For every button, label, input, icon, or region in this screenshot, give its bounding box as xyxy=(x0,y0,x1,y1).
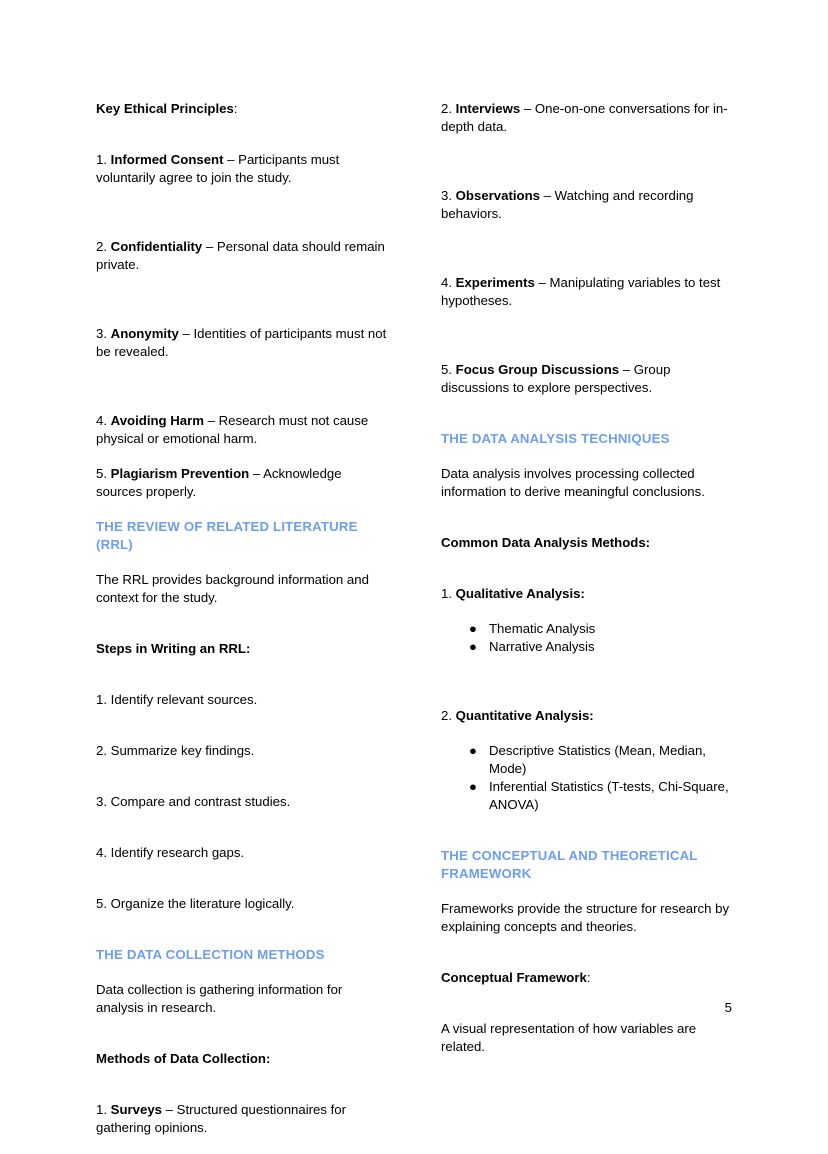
list-item xyxy=(441,742,732,778)
spacer xyxy=(96,777,387,793)
spacer xyxy=(96,828,387,844)
list-item-label: Narrative Analysis xyxy=(489,639,595,654)
spacer xyxy=(441,327,732,361)
data-collection-method-2-number: 2. xyxy=(441,101,452,116)
spacer xyxy=(96,204,387,238)
spacer xyxy=(441,569,732,585)
list-item xyxy=(441,778,732,814)
data-collection-method-1 xyxy=(96,1101,387,1137)
spacer xyxy=(96,726,387,742)
left-column xyxy=(96,100,387,1154)
principle-item-3-body: – Identities of participants must not be revealed. xyxy=(96,326,387,359)
key-ethical-principles-heading-rest: : xyxy=(233,101,238,116)
principle-item-2-term: Confidentiality xyxy=(110,239,203,254)
data-collection-method-4-body: – Manipulating variables to test hypotheses. xyxy=(441,275,721,308)
list-item-label: Inferential Statistics (T-tests, Chi-Square, ANOVA) xyxy=(489,779,729,812)
rrl-intro-paragraph: The RRL provides background information and context for the study. xyxy=(96,572,369,605)
spacer xyxy=(441,414,732,430)
qualitative-analysis-item xyxy=(441,585,732,603)
section-heading-rrl: THE REVIEW OF RELATED LITERATURE (RRL) xyxy=(96,519,358,552)
principle-item-3-term: Anonymity xyxy=(110,326,179,341)
data-collection-method-4-term: Experiments xyxy=(455,275,535,290)
methods-of-data-collection-heading: Methods of Data Collection: xyxy=(96,1051,271,1066)
rrl-steps-heading: Steps in Writing an RRL: xyxy=(96,641,251,656)
spacer xyxy=(441,1004,732,1020)
data-collection-method-4 xyxy=(441,274,732,310)
spacer xyxy=(96,1085,387,1101)
spacer xyxy=(441,518,732,534)
spacer xyxy=(96,135,387,151)
quantitative-analysis-item xyxy=(441,707,732,725)
right-column xyxy=(441,100,732,1073)
bullet-icon: ● xyxy=(469,621,477,636)
quantitative-analysis-number: 2. xyxy=(441,708,452,723)
bullet-icon: ● xyxy=(469,639,477,654)
spacer xyxy=(441,953,732,969)
rrl-step-2: 2. Summarize key findings. xyxy=(96,743,255,758)
data-collection-method-4-number: 4. xyxy=(441,275,452,290)
bullet-icon: ● xyxy=(469,779,477,794)
qualitative-analysis-term: Qualitative Analysis: xyxy=(455,586,585,601)
list-item-label: Thematic Analysis xyxy=(489,621,596,636)
data-collection-method-5-term: Focus Group Discussions xyxy=(455,362,620,377)
data-collection-method-3 xyxy=(441,187,732,223)
section-heading-data-collection: THE DATA COLLECTION METHODS xyxy=(96,947,325,962)
data-analysis-intro: Data analysis involves processing collected information to derive meaningful conclusions. xyxy=(441,466,705,499)
principle-item-5 xyxy=(96,465,387,501)
data-collection-method-5-body: – Group discussions to explore perspectives. xyxy=(441,362,671,395)
spacer xyxy=(441,726,732,742)
rrl-step-3: 3. Compare and contrast studies. xyxy=(96,794,291,809)
data-collection-method-5 xyxy=(441,361,732,397)
qualitative-analysis-bullet-list xyxy=(441,620,732,656)
qualitative-analysis-number: 1. xyxy=(441,586,452,601)
section-heading-framework: THE CONCEPTUAL AND THEORETICAL FRAMEWORK xyxy=(441,848,698,881)
data-collection-method-1-body: – Structured questionnaires for gathering opinions. xyxy=(96,1102,346,1135)
data-collection-intro: Data collection is gathering information for analysis in research. xyxy=(96,982,343,1015)
data-collection-method-3-body: – Watching and recording behaviors. xyxy=(441,188,694,221)
list-item-label: Descriptive Statistics (Mean, Median, Mode) xyxy=(489,743,706,776)
conceptual-framework-heading-rest: : xyxy=(586,970,591,985)
conceptual-framework-body: A visual representation of how variables are related. xyxy=(441,1021,697,1054)
conceptual-framework-heading xyxy=(441,969,732,987)
spacer xyxy=(441,831,732,847)
principle-item-4-body: – Research must not cause physical or emotional harm. xyxy=(96,413,369,446)
data-collection-method-3-term: Observations xyxy=(455,188,540,203)
bullet-icon: ● xyxy=(469,743,477,758)
principle-item-4-number: 4. xyxy=(96,413,107,428)
principle-item-5-term: Plagiarism Prevention xyxy=(110,466,250,481)
spacer xyxy=(441,153,732,187)
principle-item-2 xyxy=(96,238,387,274)
principle-item-4 xyxy=(96,412,387,448)
spacer xyxy=(96,930,387,946)
data-collection-method-1-term: Surveys xyxy=(110,1102,162,1117)
key-ethical-principles-heading-bold: Key Ethical Principles xyxy=(96,101,234,116)
principle-item-5-body: – Acknowledge sources properly. xyxy=(96,466,342,499)
page-number: 5 xyxy=(724,1000,732,1015)
conceptual-framework-heading-bold: Conceptual Framework xyxy=(441,970,587,985)
spacer xyxy=(96,879,387,895)
list-item xyxy=(441,638,732,656)
framework-intro: Frameworks provide the structure for research by explaining concepts and theories. xyxy=(441,901,730,934)
spacer xyxy=(96,449,387,465)
key-ethical-principles-heading xyxy=(96,100,387,118)
principle-item-1 xyxy=(96,151,387,187)
spacer xyxy=(96,378,387,412)
principle-item-4-term: Avoiding Harm xyxy=(110,413,204,428)
principle-item-1-number: 1. xyxy=(96,152,107,167)
data-collection-method-3-number: 3. xyxy=(441,188,452,203)
principle-item-5-number: 5. xyxy=(96,466,107,481)
data-collection-method-1-number: 1. xyxy=(96,1102,107,1117)
spacer xyxy=(96,624,387,640)
spacer xyxy=(96,502,387,518)
common-data-analysis-methods-heading: Common Data Analysis Methods: xyxy=(441,535,651,550)
spacer xyxy=(96,675,387,691)
principle-item-3-number: 3. xyxy=(96,326,107,341)
spacer xyxy=(96,1034,387,1050)
principle-item-2-number: 2. xyxy=(96,239,107,254)
spacer xyxy=(441,240,732,274)
principle-item-2-body: – Personal data should remain private. xyxy=(96,239,385,272)
section-heading-data-analysis: THE DATA ANALYSIS TECHNIQUES xyxy=(441,431,670,446)
principle-item-1-body: – Participants must voluntarily agree to join the study. xyxy=(96,152,340,185)
data-collection-method-5-number: 5. xyxy=(441,362,452,377)
spacer xyxy=(441,673,732,707)
rrl-step-4: 4. Identify research gaps. xyxy=(96,845,245,860)
list-item xyxy=(441,620,732,638)
spacer xyxy=(96,291,387,325)
data-collection-method-2 xyxy=(441,100,732,136)
quantitative-analysis-term: Quantitative Analysis: xyxy=(455,708,594,723)
rrl-step-5: 5. Organize the literature logically. xyxy=(96,896,295,911)
data-collection-method-2-body: – One-on-one conversations for in-depth data. xyxy=(441,101,728,134)
principle-item-1-term: Informed Consent xyxy=(110,152,224,167)
principle-item-3 xyxy=(96,325,387,361)
quantitative-analysis-bullet-list xyxy=(441,742,732,814)
spacer xyxy=(441,604,732,620)
rrl-step-1: 1. Identify relevant sources. xyxy=(96,692,258,707)
two-column-body xyxy=(96,100,732,1154)
data-collection-method-2-term: Interviews xyxy=(455,101,521,116)
